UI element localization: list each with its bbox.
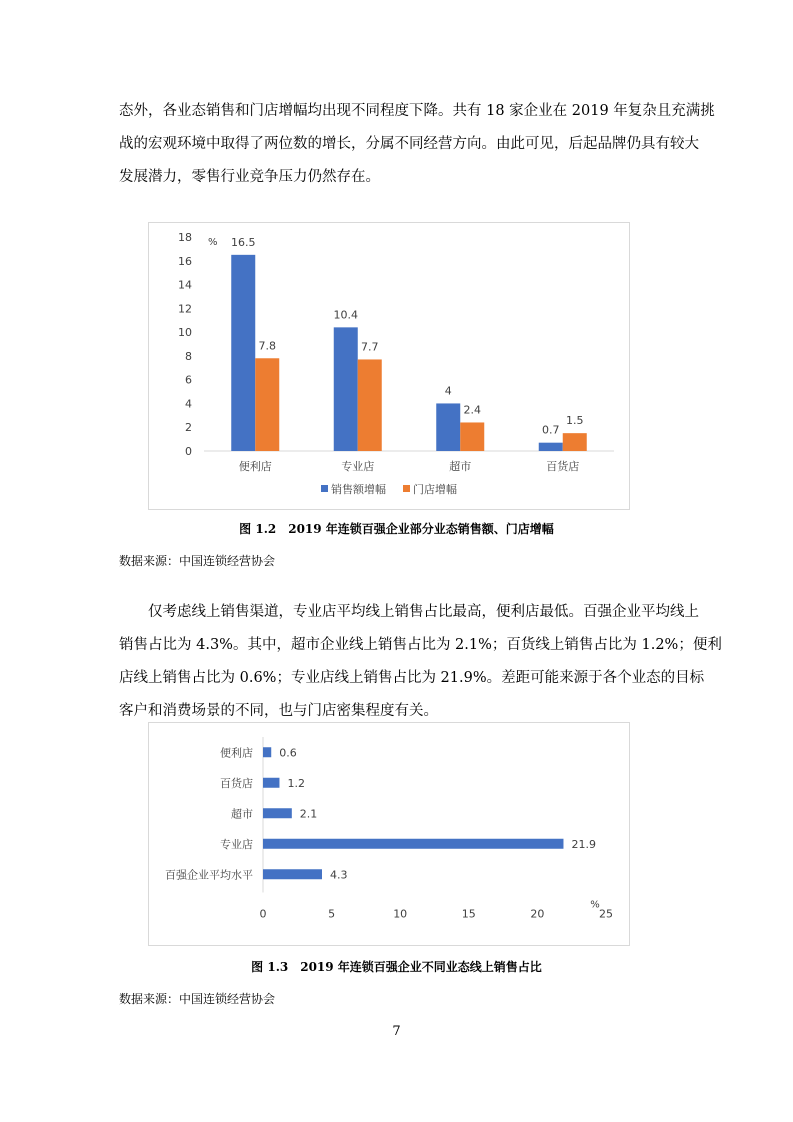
paragraph-2-line: 客户和消费场景的不同，也与门店密集程度有关。 [119,703,438,719]
legend-entry: 门店增幅 [413,483,457,496]
paragraph-1-line: 态外，各业态销售和门店增幅均出现不同程度下降。共有 18 家企业在 2019 年复杂且充满挑 [119,103,715,119]
x-tick-label: 20 [530,907,545,921]
paragraph-2 [119,596,722,728]
x-tick-label: 百货店 [546,460,580,473]
x-tick-label: 专业店 [341,460,375,473]
chart-2-frame [148,722,630,946]
bar-store-growth [460,422,484,451]
category-label: 百强企业平均水平 [165,868,253,882]
bar-sales-growth [334,327,358,451]
data-label: 0.6 [279,746,297,760]
bar-store-growth [358,359,382,451]
paragraph-2-line: 仅考虑线上销售渠道，专业店平均线上销售占比最高，便利店最低。百强企业平均线上 [148,604,699,620]
legend-swatch [321,485,328,492]
data-label: 7.7 [361,340,379,354]
paragraph-2-line: 销售占比为 4.3%。其中，超市企业线上销售占比为 2.1%；百货线上销售占比为 1.2%；便利 [119,637,722,653]
figure-2-caption: 图 1.3 2019 年连锁百强企业不同业态线上销售占比 [251,960,542,974]
y-axis-unit: % [208,237,218,248]
category-label: 专业店 [220,837,253,851]
figure-2-source: 数据来源：中国连锁经营协会 [119,992,276,1006]
x-tick-label: 超市 [449,460,472,473]
data-label: 0.7 [542,423,560,437]
y-tick-label: 18 [178,231,192,244]
data-label: 7.8 [258,339,276,353]
bar-online-share [263,778,279,788]
data-label: 2.1 [299,807,318,821]
x-tick-label: 0 [259,907,267,921]
data-label: 4.3 [329,868,348,882]
chart-1 [149,223,629,509]
bar-sales-growth [231,255,255,451]
data-label: 4 [444,384,452,398]
bar-sales-growth [539,443,563,451]
bar-online-share [263,808,292,818]
data-label: 1.2 [287,776,305,790]
chart-1-frame [148,222,630,510]
y-tick-label: 10 [178,326,192,340]
x-axis-unit: % [590,899,600,911]
data-label: 2.4 [463,403,481,417]
bar-sales-growth [436,403,460,451]
legend-swatch [403,485,410,492]
data-label: 1.5 [566,414,584,428]
category-label: 超市 [231,807,253,821]
bar-online-share [263,839,563,849]
y-tick-label: 6 [185,373,192,387]
figure-1-source: 数据来源：中国连锁经营协会 [119,554,276,568]
paragraph-1-line: 发展潜力，零售行业竞争压力仍然存在。 [119,169,380,185]
bar-online-share [263,747,271,757]
bar-online-share [263,869,322,879]
y-tick-label: 12 [178,302,192,316]
x-tick-label: 25 [599,907,613,921]
category-label: 百货店 [220,776,253,790]
page-number: 7 [392,1024,401,1039]
x-tick-label: 便利店 [238,460,272,473]
data-label: 10.4 [333,308,358,322]
chart-2 [149,723,629,945]
legend-entry: 销售额增幅 [331,483,386,496]
y-tick-label: 14 [178,278,192,292]
y-tick-label: 16 [178,254,192,268]
y-tick-label: 4 [185,397,192,411]
bar-store-growth [563,433,587,451]
bar-store-growth [255,358,279,451]
x-tick-label: 15 [461,907,476,921]
paragraph-2-line: 店线上销售占比为 0.6%；专业店线上销售占比为 21.9%。差距可能来源于各个业态的目标 [119,670,705,686]
y-tick-label: 0 [185,445,192,458]
x-tick-label: 10 [393,907,408,921]
paragraph-1 [119,95,715,194]
y-tick-label: 2 [185,421,192,435]
category-label: 便利店 [220,746,253,760]
data-label: 16.5 [231,235,256,249]
figure-1-caption: 图 1.2 2019 年连锁百强企业部分业态销售额、门店增幅 [239,522,554,536]
x-tick-label: 5 [328,907,336,921]
y-tick-label: 8 [185,349,192,363]
paragraph-1-line: 战的宏观环境中取得了两位数的增长，分属不同经营方向。由此可见，后起品牌仍具有较大 [119,136,699,152]
data-label: 21.9 [571,837,596,851]
